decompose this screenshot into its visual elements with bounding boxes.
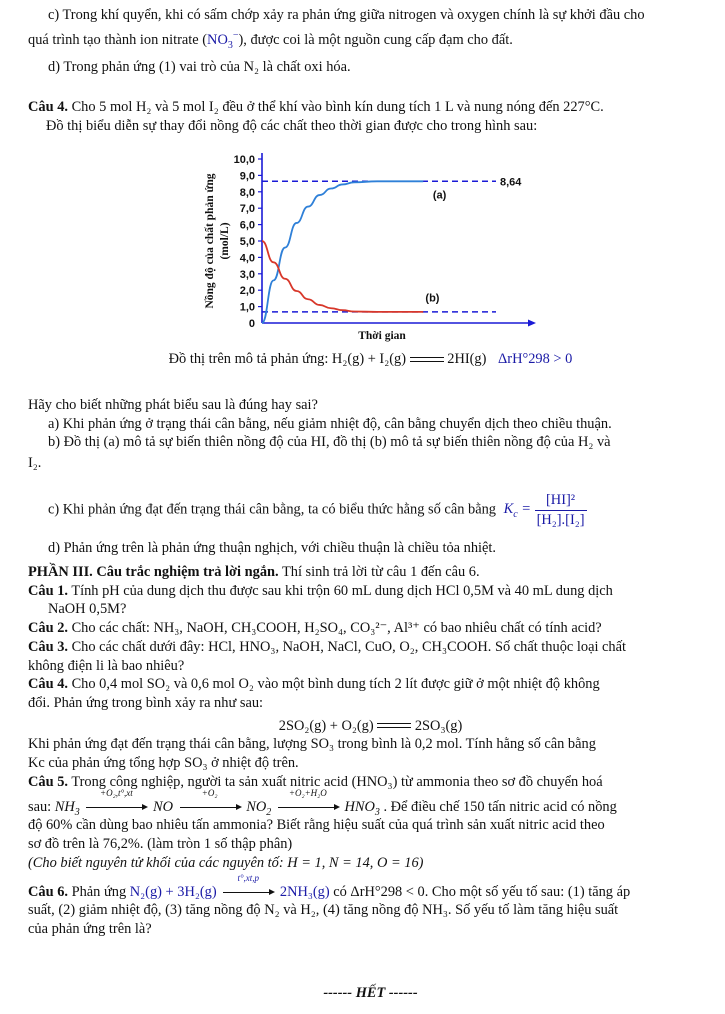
q3c-line1: c) Trong khí quyển, khi có sấm chớp xảy ra phản ứng giữa nitrogen và oxygen chính là sự khởi đầu cho <box>48 7 645 23</box>
c3-line2: không điện li là bao nhiêu? <box>28 657 185 674</box>
c4-equation: 2SO₂(g) + O₂(g) 2SO₃(g) <box>278 717 463 734</box>
part3-heading: PHẦN III. Câu trắc nghiệm trả lời ngắn. Thí sinh trả lời từ câu 1 đến câu 6. <box>28 564 480 580</box>
statement-b-line2: I₂. <box>28 455 42 472</box>
y-tick-label: 9,0 <box>239 170 255 183</box>
nitrate-ion: $NO_3^-$ <box>207 29 239 51</box>
reaction-arrow-icon: +O₂,t°,xt <box>83 798 149 817</box>
q3c-block <box>28 6 713 77</box>
statement-b-line1: b) Đồ thị (a) mô tả sự biến thiên nồng độ của HI, đồ thị (b) mô tả sự biến thiên nồng độ của H₂ và <box>48 434 611 451</box>
c6-line2: suất, (2) giảm nhiệt độ, (3) tăng nồng độ N₂ và H₂, (4) tăng nồng độ NH₃. Số yếu tố làm tăng hiệu suất <box>28 902 619 919</box>
q3c-line2: quá trình tạo thành ion nitrate $(NO_3^-)$, được coi là một nguồn cung cấp đạm cho đất. <box>28 29 513 51</box>
q4-line2: Đồ thị biểu diễn sự thay đổi nồng độ các chất theo thời gian được cho trong hình sau: <box>46 117 538 134</box>
c5-line4: sơ đồ trên là 76,2%. (làm tròn 1 số thập phân) <box>28 836 293 853</box>
c1-line2: NaOH 0,5M? <box>48 601 127 618</box>
series-label-a: (a) <box>432 189 447 202</box>
series-label-b: (b) <box>425 292 440 305</box>
chart-caption: Đồ thị trên mô tả phản ứng: H₂(g) + I₂(g) 2HI(g) ΔrH°298 > 0 <box>168 351 573 367</box>
y-tick-label: 10,0 <box>233 154 255 166</box>
y-axis-unit: (mol/L) <box>219 222 231 260</box>
part3-block <box>28 563 713 939</box>
chart-svg <box>196 142 536 347</box>
c6-line3: của phản ứng trên là? <box>28 920 152 937</box>
c4-line4: Kc của phản ứng tổng hợp SO₃ ở nhiệt độ trên. <box>28 755 299 772</box>
c5-scheme-line: sau: $NH_3$ +O₂,t°,xt NO +O₂ $NO_2$ +O₂+H₂O $HNO_3$ . Để điều chế 150 tấn nitric acid có nồng <box>28 787 617 818</box>
c3-line1: Câu 3. Cho các chất dưới đây: HCl, HNO₃, NaOH, NaCl, CuO, O₂, CH₃COOH. Số chất thuộc loại chất <box>28 638 627 655</box>
statement-a: a) Khi phản ứng ở trạng thái cân bằng, nếu giảm nhiệt độ, cân bằng chuyển dịch theo chiều thuận. <box>48 415 612 432</box>
question-prompt: Hãy cho biết những phát biểu sau là đúng hay sai? <box>28 397 318 413</box>
kc-fraction: $\frac{\text{[HI]²}}{\text{[H₂].[I₂]}}$ <box>536 491 585 528</box>
y-tick-label: 8,0 <box>239 186 255 199</box>
reaction-arrow-icon: +O₂ <box>177 798 243 817</box>
c4-line2: đổi. Phản ứng trong bình xảy ra như sau: <box>28 695 264 712</box>
equilibrium-arrow-icon <box>377 722 411 730</box>
y-tick-label: 1,0 <box>239 301 255 314</box>
x-axis-label: Thời gian <box>358 330 406 342</box>
y-tick-label: 7,0 <box>239 203 255 216</box>
reaction-arrow-icon: t°,xt,p <box>220 883 276 902</box>
series-line-b <box>262 241 423 312</box>
y-tick-label: 0 <box>248 318 255 330</box>
y-tick-label: 2,0 <box>239 285 255 298</box>
c1-line1: Câu 1. Tính pH của dung dịch thu được sau khi trộn 60 mL dung dịch HCl 0,5M và 40 mL dung dịch <box>28 582 613 599</box>
statement-d: d) Phản ứng trên là phản ứng thuận nghịch, với chiều thuận là chiều tỏa nhiệt. <box>48 540 497 557</box>
c4-line3: Khi phản ứng đạt đến trạng thái cân bằng, lượng SO₃ trong bình là 0,2 mol. Tính hằng số cân bằng <box>28 736 596 753</box>
c6-line1: Câu 6. Phản ứng N₂(g) + 3H₂(g) t°,xt,p 2NH₃(g) có ΔrH°298 < 0. Cho một số yếu tố sau: (1) tăng áp <box>28 872 631 900</box>
statement-c: c) Khi phản ứng đạt đến trạng thái cân bằng, ta có biểu thức hằng số cân bằng $K_c$ = $\frac{\text{[HI]²}}{\text{[H₂].[I₂]}}$ <box>48 491 585 528</box>
q4-block <box>28 98 713 135</box>
c4-line1: Câu 4. Cho 0,4 mol SO₂ và 0,6 mol O₂ vào một bình dung tích 2 lít được giữ ở một nhiệt độ không <box>28 676 600 693</box>
q3d-line: d) Trong phản ứng (1) vai trò của N₂ là chất oxi hóa. <box>48 59 351 76</box>
y-axis-label: Nồng độ của chất phản ứng <box>204 173 216 309</box>
reaction-arrow-icon: +O₂+H₂O <box>275 798 341 817</box>
y-tick-label: 6,0 <box>239 219 255 232</box>
y-tick-label: 4,0 <box>239 252 255 265</box>
equilibrium-value-label: 8,64 <box>500 176 522 189</box>
y-tick-label: 5,0 <box>239 236 255 248</box>
c5-line1: Câu 5. Trong công nghiệp, người ta sản xuất nitric acid (HNO₃) từ ammonia theo sơ đồ chuyển hoá <box>28 773 603 790</box>
x-axis-arrow-icon <box>528 320 536 327</box>
statements-block <box>28 396 713 558</box>
y-tick-label: 3,0 <box>239 268 255 281</box>
conversion-scheme: $NH_3$ +O₂,t°,xt NO +O₂ $NO_2$ +O₂+H₂O $HNO_3$ <box>54 787 380 818</box>
q4-line1: Câu 4. Cho 5 mol H₂ và 5 mol I₂ đều ở thể khí vào bình kín dung tích 1 L và nung nóng đến 227°C. <box>28 99 604 115</box>
end-marker: ------ HẾT ------ <box>323 985 418 1001</box>
equilibrium-arrow-icon <box>410 356 444 364</box>
c5-line3: độ 60% cần dùng bao nhiêu tấn ammonia? Biết rằng hiệu suất của quá trình sản xuất nitric acid theo <box>28 817 605 834</box>
c5-note: (Cho biết nguyên tử khối của các nguyên tố: H = 1, N = 14, O = 16) <box>28 854 424 871</box>
concentration-chart <box>196 142 536 347</box>
c2-line: Câu 2. Cho các chất: NH₃, NaOH, CH₃COOH, H₂SO₄, CO₃²⁻, Al³⁺ có bao nhiêu chất có tính acid? <box>28 620 602 637</box>
series-line-a <box>262 181 423 323</box>
